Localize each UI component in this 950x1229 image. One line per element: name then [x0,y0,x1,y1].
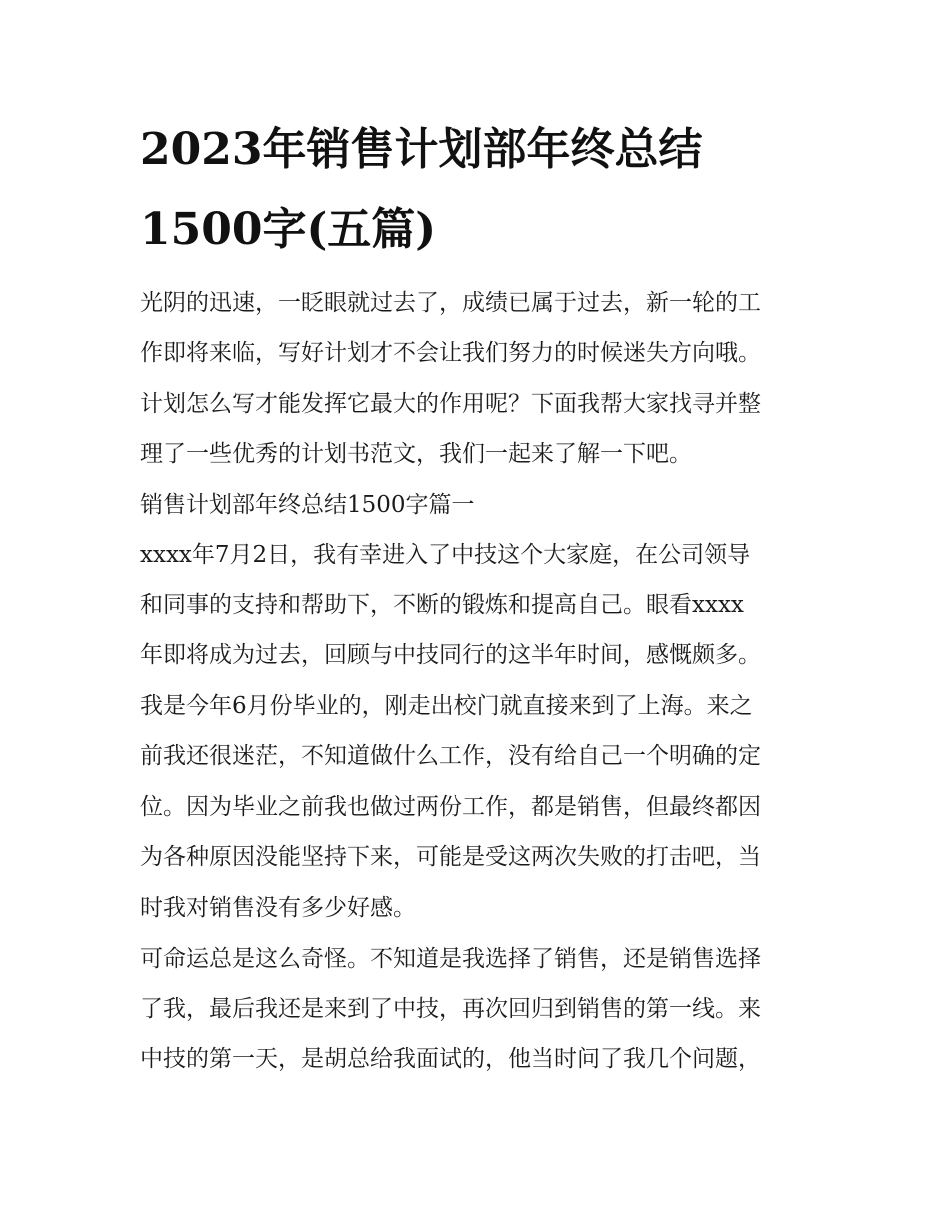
title-line-1: 2023年销售计划部年终总结 [140,124,703,175]
body-line: 前我还很迷茫，不知道做什么工作，没有给自己一个明确的定 [140,743,761,769]
body-line: 年即将成为过去，回顾与中技同行的这半年时间，感慨颇多。 [140,642,761,668]
section-heading: 销售计划部年终总结1500字篇一 [140,492,475,518]
body-line: 我是今年6月份毕业的，刚走出校门就直接来到了上海。来之 [140,693,753,719]
body-line: 计划怎么写才能发挥它最大的作用呢？下面我帮大家找寻并整 [140,391,761,417]
body-line: 中技的第一天，是胡总给我面试的，他当时问了我几个问题， [140,1046,761,1072]
body-line: 位。因为毕业之前我也做过两份工作，都是销售，但最终都因 [140,794,761,820]
body-line: 理了一些优秀的计划书范文，我们一起来了解一下吧。 [140,441,692,467]
body-line: 和同事的支持和帮助下，不断的锻炼和提高自己。眼看xxxx [140,592,744,618]
body-line: 时我对销售没有多少好感。 [140,895,416,921]
body-line: 作即将来临，写好计划才不会让我们努力的时候迷失方向哦。 [140,340,761,366]
body-line: 了我，最后我还是来到了中技，再次回归到销售的第一线。来 [140,996,761,1022]
body-line: 光阴的迅速，一眨眼就过去了，成绩已属于过去，新一轮的工 [140,290,761,316]
title-line-2: 1500字(五篇) [140,204,437,255]
body-line: 为各种原因没能坚持下来，可能是受这两次失败的打击吧，当 [140,844,761,870]
body-line: xxxx年7月2日，我有幸进入了中技这个大家庭，在公司领导 [140,542,751,568]
body-line: 可命运总是这么奇怪。不知道是我选择了销售，还是销售选择 [140,946,761,972]
document-title [140,110,820,270]
